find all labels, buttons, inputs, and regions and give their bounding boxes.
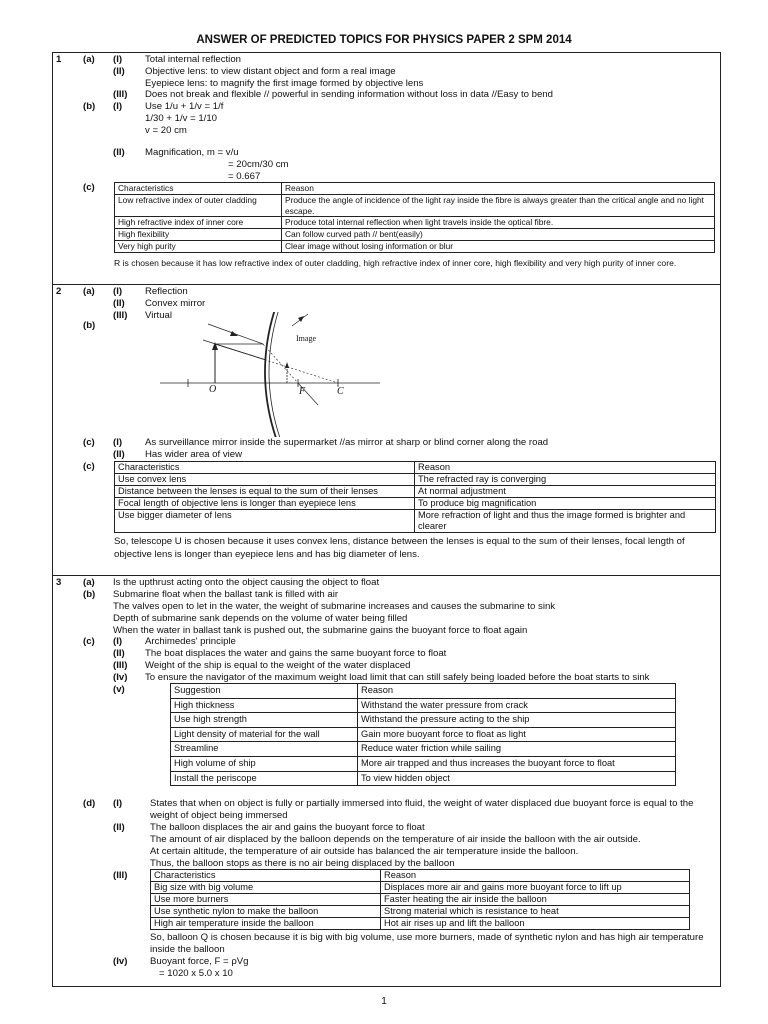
question-1-section	[52, 52, 721, 285]
part-label: (c)	[83, 182, 95, 193]
table-cell: To view hidden object	[358, 771, 676, 786]
question-3-section	[52, 575, 721, 987]
table-header-cell: Characteristics	[115, 462, 415, 474]
table-row	[115, 217, 715, 229]
table-cell: High air temperature inside the balloon	[151, 918, 381, 930]
sub-label: (Iv)	[113, 956, 128, 967]
answer-text: v = 20 cm	[145, 125, 187, 136]
answer-text: The valves open to let in the water, the weight of submarine increases and causes the submarine to sink	[113, 601, 556, 612]
answer-text: Weight of the ship is equal to the weight of the water displaced	[145, 660, 411, 671]
table-header-cell: Reason	[415, 462, 716, 474]
table-cell: The refracted ray is converging	[415, 474, 716, 486]
table-cell: Produce the angle of incidence of the light ray inside the fibre is always greater than the critical angle and no light escape.	[282, 194, 715, 217]
table-header-cell: Reason	[381, 870, 690, 882]
sub-label: (I)	[113, 636, 123, 647]
sub-label: (II)	[113, 648, 125, 659]
table-header-cell: Suggestion	[171, 684, 358, 699]
question-number: 3	[56, 577, 62, 588]
table-cell: To produce big magnification	[415, 498, 716, 510]
part-label: (c)	[83, 437, 95, 448]
sub-label: (II)	[113, 449, 125, 460]
convex-mirror-ray-diagram	[158, 312, 388, 437]
table-header-cell: Characteristics	[151, 870, 381, 882]
answer-text: Use 1/u + 1/v = 1/f	[145, 101, 224, 112]
answer-text: Total internal reflection	[145, 54, 241, 65]
table-row	[151, 906, 690, 918]
part-label: (d)	[83, 798, 96, 809]
question-number: 2	[56, 286, 62, 297]
question-2-section	[52, 284, 721, 576]
answer-text: The boat displaces the water and gains the same buoyant force to float	[145, 648, 447, 659]
table-row	[151, 894, 690, 906]
table-cell: Clear image without losing information or blur	[282, 240, 715, 252]
table-cell: Use more burners	[151, 894, 381, 906]
table-header-row	[171, 684, 676, 699]
table-row	[115, 194, 715, 217]
table-cell: High flexibility	[115, 229, 282, 241]
question-number: 1	[56, 54, 62, 65]
answer-text: Submarine float when the ballast tank is filled with air	[113, 589, 339, 600]
sub-label: (Iv)	[113, 672, 128, 683]
table-cell: Focal length of objective lens is longer than eyepiece lens	[115, 498, 415, 510]
table-row	[115, 474, 716, 486]
table-row	[171, 698, 676, 713]
sub-label: (I)	[113, 286, 123, 297]
sub-label: (III)	[113, 310, 128, 321]
answer-text: Does not break and flexible // powerful in sending information without loss in data //Easy to bend	[145, 89, 553, 100]
answer-text: At certain altitude, the temperature of air outside has balanced the air temperature inside the balloon.	[150, 846, 579, 857]
table-cell: Strong material which is resistance to heat	[381, 906, 690, 918]
table-cell: High refractive index of inner core	[115, 217, 282, 229]
table-cell: Use synthetic nylon to make the balloon	[151, 906, 381, 918]
sub-label: (II)	[113, 147, 125, 158]
table-row	[171, 713, 676, 728]
answer-text: Convex mirror	[145, 298, 206, 309]
sub-label: (I)	[113, 54, 123, 65]
table-cell: Very high purity	[115, 240, 282, 252]
q1-characteristics-table	[114, 182, 715, 253]
answer-text: Has wider area of view	[145, 449, 243, 460]
table-cell: Use high strength	[171, 713, 358, 728]
part-label: (c)	[83, 636, 95, 647]
table-cell: At normal adjustment	[415, 486, 716, 498]
table-cell: Low refractive index of outer cladding	[115, 194, 282, 217]
table-row	[115, 510, 716, 533]
part-label: (a)	[83, 54, 95, 65]
table-header-row	[151, 870, 690, 882]
diagram-label-c: C	[337, 386, 344, 397]
table-header-cell: Characteristics	[115, 183, 282, 195]
table-cell: Big size with big volume	[151, 882, 381, 894]
answer-text: States that when on object is fully or partially immersed into fluid, the weight of water displaced due buoyant force is equal to the weight of object being immersed	[150, 798, 694, 821]
table-row	[171, 742, 676, 757]
table-row	[171, 756, 676, 771]
answer-text: 1/30 + 1/v = 1/10	[145, 113, 218, 124]
answer-text: When the water in ballast tank is pushed out, the submarine gains the buoyant force to float again	[113, 625, 528, 636]
part-label: (b)	[83, 320, 96, 331]
sub-label: (I)	[113, 798, 123, 809]
table-cell: Install the periscope	[171, 771, 358, 786]
answer-text: To ensure the navigator of the maximum weight load limit that can still safely being loaded before the boat starts to sink	[145, 672, 650, 683]
table-cell: More air trapped and thus increases the buoyant force to float	[358, 756, 676, 771]
answer-text: Eyepiece lens: to magnify the first image formed by objective lens	[145, 78, 424, 89]
table-cell: Light density of material for the wall	[171, 727, 358, 742]
answer-text: Buoyant force, F = ρVg	[150, 956, 249, 967]
q3-balloon-table	[150, 869, 690, 930]
answer-text: The amount of air displaced by the balloon depends on the temperature of air inside the balloon with the air outside.	[150, 834, 641, 845]
answer-text: = 1020 x 5.0 x 10	[159, 968, 233, 979]
table-header-cell: Reason	[358, 684, 676, 699]
table-cell: Distance between the lenses is equal to the sum of their lenses	[115, 486, 415, 498]
conclusion-text: So, balloon Q is chosen because it is big with big volume, use more burners, made of synthetic nylon and has high air temperature inside the balloon	[150, 932, 704, 955]
conclusion-text: R is chosen because it has low refractive index of outer cladding, high refractive index of inner core, high flexibility and very high purity of inner core.	[114, 258, 677, 268]
answer-text: = 20cm/30 cm	[228, 159, 289, 170]
part-label: (a)	[83, 577, 95, 588]
table-row	[151, 918, 690, 930]
table-header-cell: Reason	[282, 183, 715, 195]
table-cell: More refraction of light and thus the image formed is brighter and clearer	[415, 510, 716, 533]
answer-text: Virtual	[145, 310, 173, 321]
sub-label: (II)	[113, 822, 125, 833]
diagram-label-image: Image	[296, 334, 316, 343]
table-cell: Streamline	[171, 742, 358, 757]
answer-text: = 0.667	[228, 171, 261, 182]
table-header-row	[115, 183, 715, 195]
answer-text: Depth of submarine sank depends on the volume of water being filled	[113, 613, 408, 624]
table-cell: Displaces more air and gains more buoyant force to lift up	[381, 882, 690, 894]
table-cell: Withstand the pressure acting to the ship	[358, 713, 676, 728]
sub-label: (III)	[113, 89, 128, 100]
table-cell: Hot air rises up and lift the balloon	[381, 918, 690, 930]
sub-label: (III)	[113, 660, 128, 671]
table-row	[115, 240, 715, 252]
sub-label: (I)	[113, 437, 123, 448]
table-row	[171, 727, 676, 742]
sub-label: (II)	[113, 66, 125, 77]
q3-suggestion-table	[170, 683, 676, 786]
page-title: ANSWER OF PREDICTED TOPICS FOR PHYSICS PAPER 2 SPM 2014	[196, 34, 572, 46]
part-label: (b)	[83, 101, 96, 112]
answer-text: As surveillance mirror inside the supermarket //as mirror at sharp or blind corner along the road	[145, 437, 549, 448]
table-cell: Reduce water friction while sailing	[358, 742, 676, 757]
answer-text: Thus, the balloon stops as there is no air being displaced by the balloon	[150, 858, 455, 869]
sub-label: (v)	[113, 684, 125, 695]
page-number: 1	[381, 996, 387, 1007]
table-cell: Gain more buoyant force to float as light	[358, 727, 676, 742]
diagram-label-o: O	[209, 384, 217, 395]
answer-text: The balloon displaces the air and gains the buoyant force to float	[150, 822, 425, 833]
sub-label: (II)	[113, 298, 125, 309]
table-cell: Faster heating the air inside the balloon	[381, 894, 690, 906]
table-cell: Withstand the water pressure from crack	[358, 698, 676, 713]
part-label: (b)	[83, 589, 96, 600]
answer-text: Archimedes' principle	[145, 636, 236, 647]
table-header-row	[115, 462, 716, 474]
table-cell: Produce total internal reflection when light travels inside the optical fibre.	[282, 217, 715, 229]
table-cell: High thickness	[171, 698, 358, 713]
answer-text: Objective lens: to view distant object and form a real image	[145, 66, 396, 77]
q2-characteristics-table	[114, 461, 716, 533]
table-row	[115, 486, 716, 498]
answer-text: Is the upthrust acting onto the object causing the object to float	[113, 577, 380, 588]
part-label: (c)	[83, 461, 95, 472]
table-cell: Use convex lens	[115, 474, 415, 486]
table-row	[115, 229, 715, 241]
table-row	[171, 771, 676, 786]
table-cell: High volume of ship	[171, 756, 358, 771]
sub-label: (I)	[113, 101, 123, 112]
answer-text: Reflection	[145, 286, 188, 297]
part-label: (a)	[83, 286, 95, 297]
diagram-label-f: F	[299, 386, 306, 397]
answer-text: Magnification, m = v/u	[145, 147, 239, 158]
table-cell: Can follow curved path // bent(easily)	[282, 229, 715, 241]
sub-label: (III)	[113, 870, 128, 881]
conclusion-text: So, telescope U is chosen because it uses convex lens, distance between the lenses is equal to the sum of their lenses, focal length of objective lens is longer than eyepiece lens and has big diameter of lens.	[114, 536, 685, 560]
table-cell: Use bigger diameter of lens	[115, 510, 415, 533]
table-row	[115, 498, 716, 510]
table-row	[151, 882, 690, 894]
